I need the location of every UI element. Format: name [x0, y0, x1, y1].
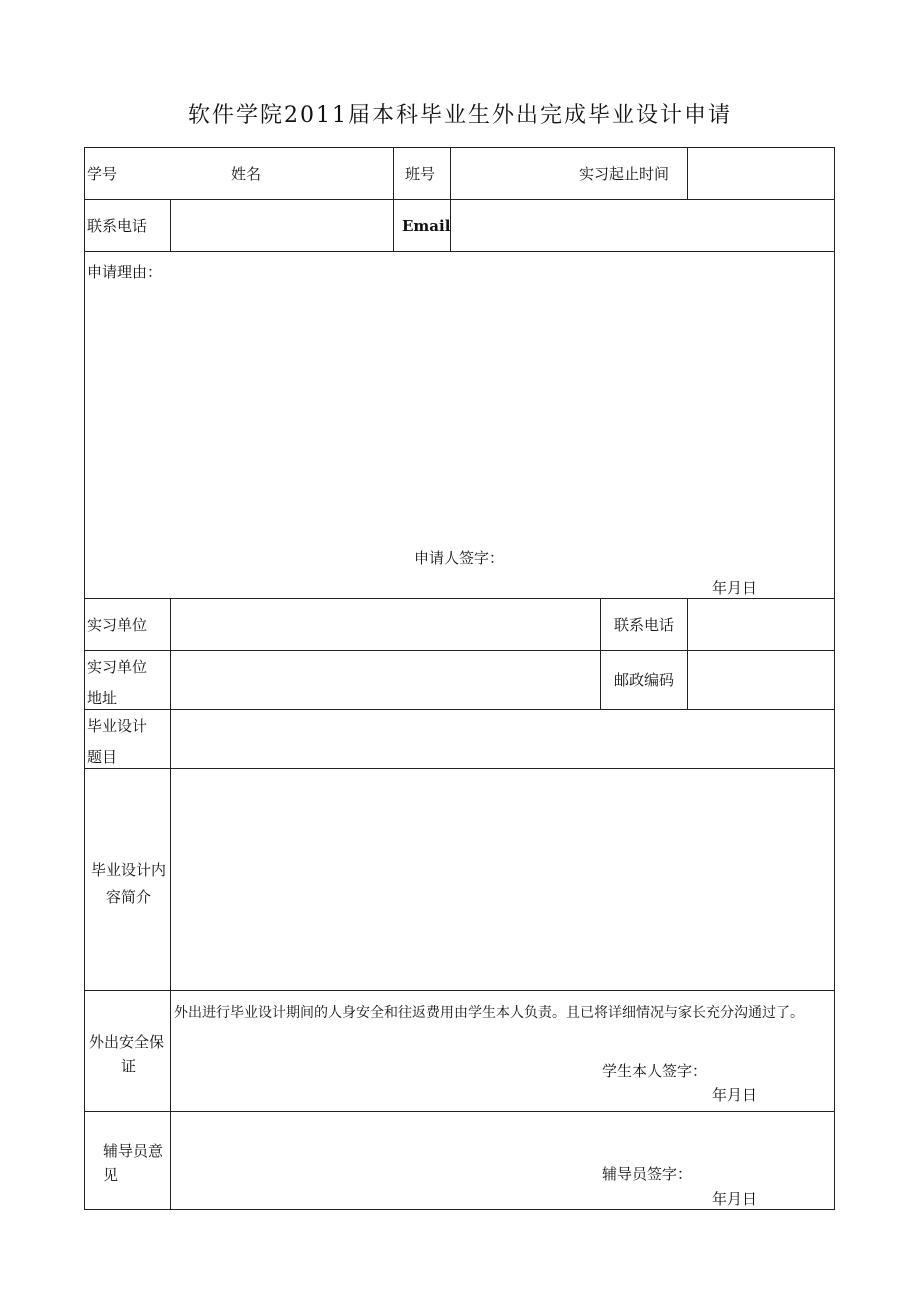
col-divider-label-lower — [170, 598, 171, 1210]
advisor-label-line1: 辅导员意 — [103, 1142, 164, 1160]
content-label-line2: 容简介 — [106, 888, 152, 906]
company-address-label-line2: 地址 — [87, 689, 118, 707]
applicant-signature-label: 申请人签字： — [414, 549, 505, 567]
table-border-bottom — [84, 1209, 835, 1210]
col-divider-company-a — [600, 598, 601, 709]
row-divider-5 — [84, 709, 835, 710]
reason-date-label: 年月日 — [712, 579, 758, 597]
row-divider-4 — [84, 650, 835, 651]
col-divider-class-left — [393, 147, 394, 251]
row-divider-7 — [84, 990, 835, 991]
table-border-left — [84, 147, 85, 1210]
student-id-label: 学号 — [87, 165, 118, 183]
advisor-signature-label: 辅导员签字： — [602, 1165, 693, 1183]
email-label: Email — [402, 217, 451, 235]
advisor-date-label: 年月日 — [712, 1190, 758, 1208]
internship-period-label: 实习起止时间 — [579, 165, 670, 183]
topic-label-line1: 毕业设计 — [87, 717, 148, 735]
class-label: 班号 — [405, 165, 436, 183]
row-divider-8 — [84, 1111, 835, 1112]
row-divider-6 — [84, 768, 835, 769]
table-border-top — [84, 147, 835, 148]
content-label-line1: 毕业设计内 — [91, 861, 167, 879]
safety-statement: 外出进行毕业设计期间的人身安全和往返费用由学生本人负责。且已将详细情况与家长充分沟通过了。 — [174, 1005, 804, 1021]
internship-unit-label: 实习单位 — [87, 616, 148, 634]
name-label: 姓名 — [231, 165, 262, 183]
company-address-label-line1: 实习单位 — [87, 658, 148, 676]
safety-label-line1: 外出安全保 — [89, 1033, 165, 1051]
col-divider-phone — [170, 199, 171, 251]
row-divider-1 — [84, 199, 835, 200]
phone-label: 联系电话 — [87, 217, 148, 235]
safety-date-label: 年月日 — [712, 1086, 758, 1104]
col-divider-period — [687, 147, 688, 199]
student-signature-label: 学生本人签字： — [602, 1062, 708, 1080]
form-title: 软件学院2011届本科毕业生外出完成毕业设计申请 — [188, 103, 732, 128]
safety-label-line2: 证 — [121, 1057, 137, 1075]
postcode-label: 邮政编码 — [614, 671, 675, 689]
row-divider-2 — [84, 251, 835, 252]
topic-label-line2: 题目 — [87, 748, 118, 766]
col-divider-company-b — [687, 598, 688, 709]
table-border-right — [834, 147, 835, 1210]
row-divider-3 — [84, 598, 835, 599]
reason-label: 申请理由： — [87, 263, 163, 281]
advisor-label-line2: 见 — [103, 1166, 119, 1184]
company-phone-label: 联系电话 — [614, 616, 675, 634]
